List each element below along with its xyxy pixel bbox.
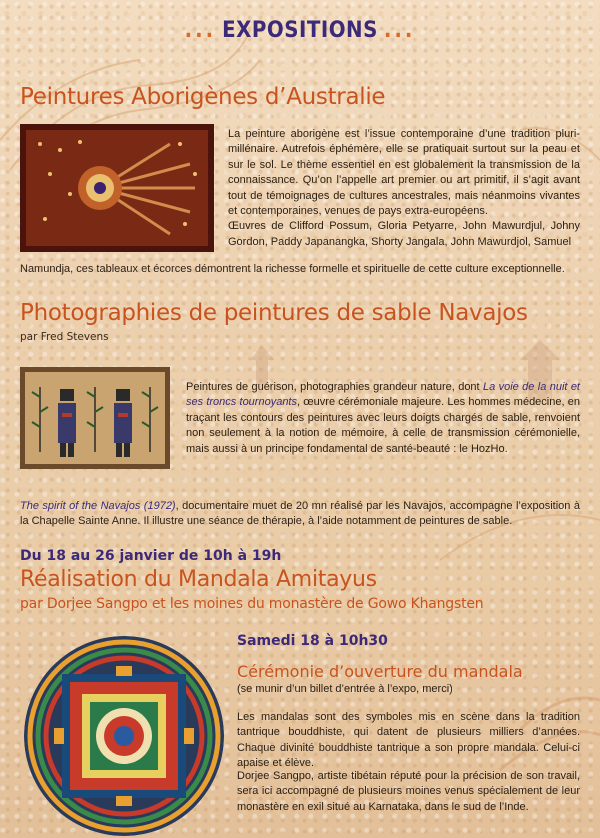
mandala-para-2: Dorjee Sangpo, artiste tibétain réputé pour la précision de son travail, sera ici accompagné de plusieurs moines venus spécialement de leur monastère en exil situé au Karnataka, dans le sud de l’Inde.: [237, 770, 580, 813]
aboriginal-text-full: Namundja, ces tableaux et écorces démontrent la richesse formelle et spirituelle de cette culture exceptionnelle.: [20, 263, 565, 275]
header-dots-left: ...: [184, 18, 217, 43]
aboriginal-painting-image: [20, 124, 214, 252]
section-title-mandala: Réalisation du Mandala Amitayus: [20, 567, 377, 592]
navajo-work-title: La voie de la nuit et ses troncs tournoyants: [186, 381, 580, 409]
section-title-navajo: Photographies de peintures de sable Navajos: [20, 300, 528, 326]
aboriginal-artists-text: Œuvres de Clifford Possum, Gloria Petyarre, John Mawurdjul, Johny Gordon, Paddy Japanangka, Shorty Jangala, John Mawurdjol, Samuel: [228, 220, 580, 248]
event-note: (se munir d’un billet d’entrée à l’expo, merci): [237, 683, 453, 695]
navajo-text-b: , œuvre cérémoniale majeure. Les hommes médecine, en traçant les contours des peintures avec leurs doigts chargés de sable, renvoient non seulement à la notion de mémoire, à celle de transmission cérémonielle, mais aussi à un principe fondamental de santé-beauté : le HozHo.: [186, 396, 580, 455]
navajo-film-title: The spirit of the Navajos (1972): [20, 500, 176, 512]
aboriginal-text-top: [228, 127, 580, 250]
event-title: Cérémonie d’ouverture du mandala: [237, 662, 523, 681]
navajo-sand-painting-image: [20, 367, 170, 469]
page-title: EXPOSITIONS: [222, 18, 378, 43]
page-header: [0, 18, 600, 43]
section-title-aboriginal: Peintures Aborigènes d’Australie: [20, 84, 386, 110]
mandala-para-1: Les mandalas sont des symboles mis en scène dans la tradition tantrique bouddhiste, qui datent de plusieurs milliers d’années. Chaque divinité bouddhiste tantrique a son propre mandala. Celui-ci apaise et élève.: [237, 711, 580, 770]
navajo-byline: par Fred Stevens: [20, 331, 109, 343]
navajo-film-text: [20, 499, 580, 530]
navajo-description: [186, 380, 580, 457]
navajo-text-a: Peintures de guérison, photographies grandeur nature, dont: [186, 381, 480, 393]
mandala-dates: Du 18 au 26 janvier de 10h à 19h: [20, 548, 282, 564]
navajo-film-description: , documentaire muet de 20 mn réalisé par les Navajos, accompagne l’exposition à la Chapelle Sainte Anne. Il illustre une séance de thérapie, à l’aide notamment de peintures de sable.: [20, 500, 580, 528]
aboriginal-intro-text: La peinture aborigène est l’issue contemporaine d’une tradition pluri-millénaire. Autrefois éphémère, elle se pratiquait surtout sur la peau et sur le sol. Le thème essentiel en est globalement la transmission de la connaissance. Qu’on l’appelle art premier ou art primitif, il s’agit avant tout de témoignages de cultures ancestrales, mais néanmoins vivantes et contemporaines, venues de pays extra-européens.: [228, 128, 580, 218]
event-date: Samedi 18 à 10h30: [237, 633, 388, 649]
header-dots-right: ...: [383, 18, 416, 43]
mandala-image: [24, 636, 224, 836]
mandala-subtitle: par Dorjee Sangpo et les moines du monastère de Gowo Khangsten: [20, 596, 484, 612]
